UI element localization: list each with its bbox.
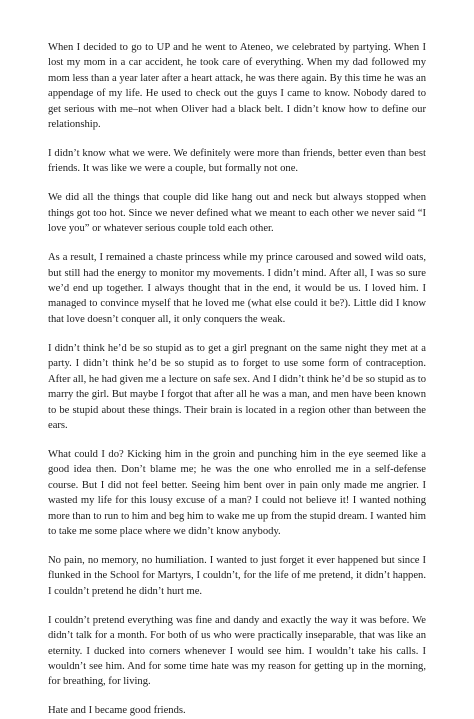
paragraph-4: As a result, I remained a chaste princess while my prince caroused and sowed wild oats, but still had the energy to monitor my movements. I didn’t mind. After all, I was so sure we’d end up together. I always thought that in the end, it would be us. I loved him. I managed to convince myself that he loved me (what else could it be?). Little did I know that love doesn’t conquer all, it only conquers the weak. [48,252,426,325]
paragraph-2: I didn’t know what we were. We definitely were more than friends, better even than best friends. It was like we were a couple, but formally not one. [48,148,426,175]
paragraph-1: When I decided to go to UP and he went to Ateneo, we celebrated by partying. When I lost my mom in a car accident, he took care of everything. When my dad followed my mom less than a year later after a heart attack, he was there again. By this time he was an appendage of my life. He used to check out the guys I came to know. Nobody dared to get serious with me–not when Oliver had a black belt. I didn’t know how to define our relationship. [48,42,426,131]
paragraph-8: I couldn’t pretend everything was fine and dandy and exactly the way it was before. We didn’t talk for a month. For both of us who were practically inseparable, that was like an eternity. I ducked into corners whenever I would see him. I wouldn’t take his calls. I wouldn’t see him. And for some time hate was my reason for getting up in the morning, for breathing, for living. [48,614,426,688]
paragraph-5: I didn’t think he’d be so stupid as to get a girl pregnant on the same night they met at a party. I didn’t think he’d be so stupid as to forget to use some form of contraception. After all, he had given me a lecture on safe sex. And I didn’t think he’d be so stupid as to marry the girl. But maybe I forgot that after all he was a man, and men have been known to be stupid about these things. Their brain is located in a region other than between the ears. [48,342,426,431]
document-page [48,40,426,719]
paragraph-9: Hate and I became good friends. [48,705,186,717]
paragraph-3: We did all the things that couple did like hang out and neck but always stopped when things got too hot. Since we never defined what we meant to each other we never said “I love you” or whatever serious couple told each other. [48,192,426,235]
paragraph-7: No pain, no memory, no humiliation. I wanted to just forget it ever happened but since I flunked in the School for Martyrs, I couldn’t, for the life of me pretend, it didn’t happen. I couldn’t pretend he didn’t hurt me. [48,554,426,597]
paragraph-6: What could I do? Kicking him in the groin and punching him in the eye seemed like a good idea then. Don’t blame me; he was the one who enrolled me in a self-defense course. But I did not feel better. Seeing him bent over in pain only made me angrier. I wasted my life for this lousy excuse of a man? I could not believe it! I wanted nothing more than to run to him and beg him to wake me up from the stupid dream. I wanted him to take me some place where we didn’t know anybody. [48,448,426,537]
